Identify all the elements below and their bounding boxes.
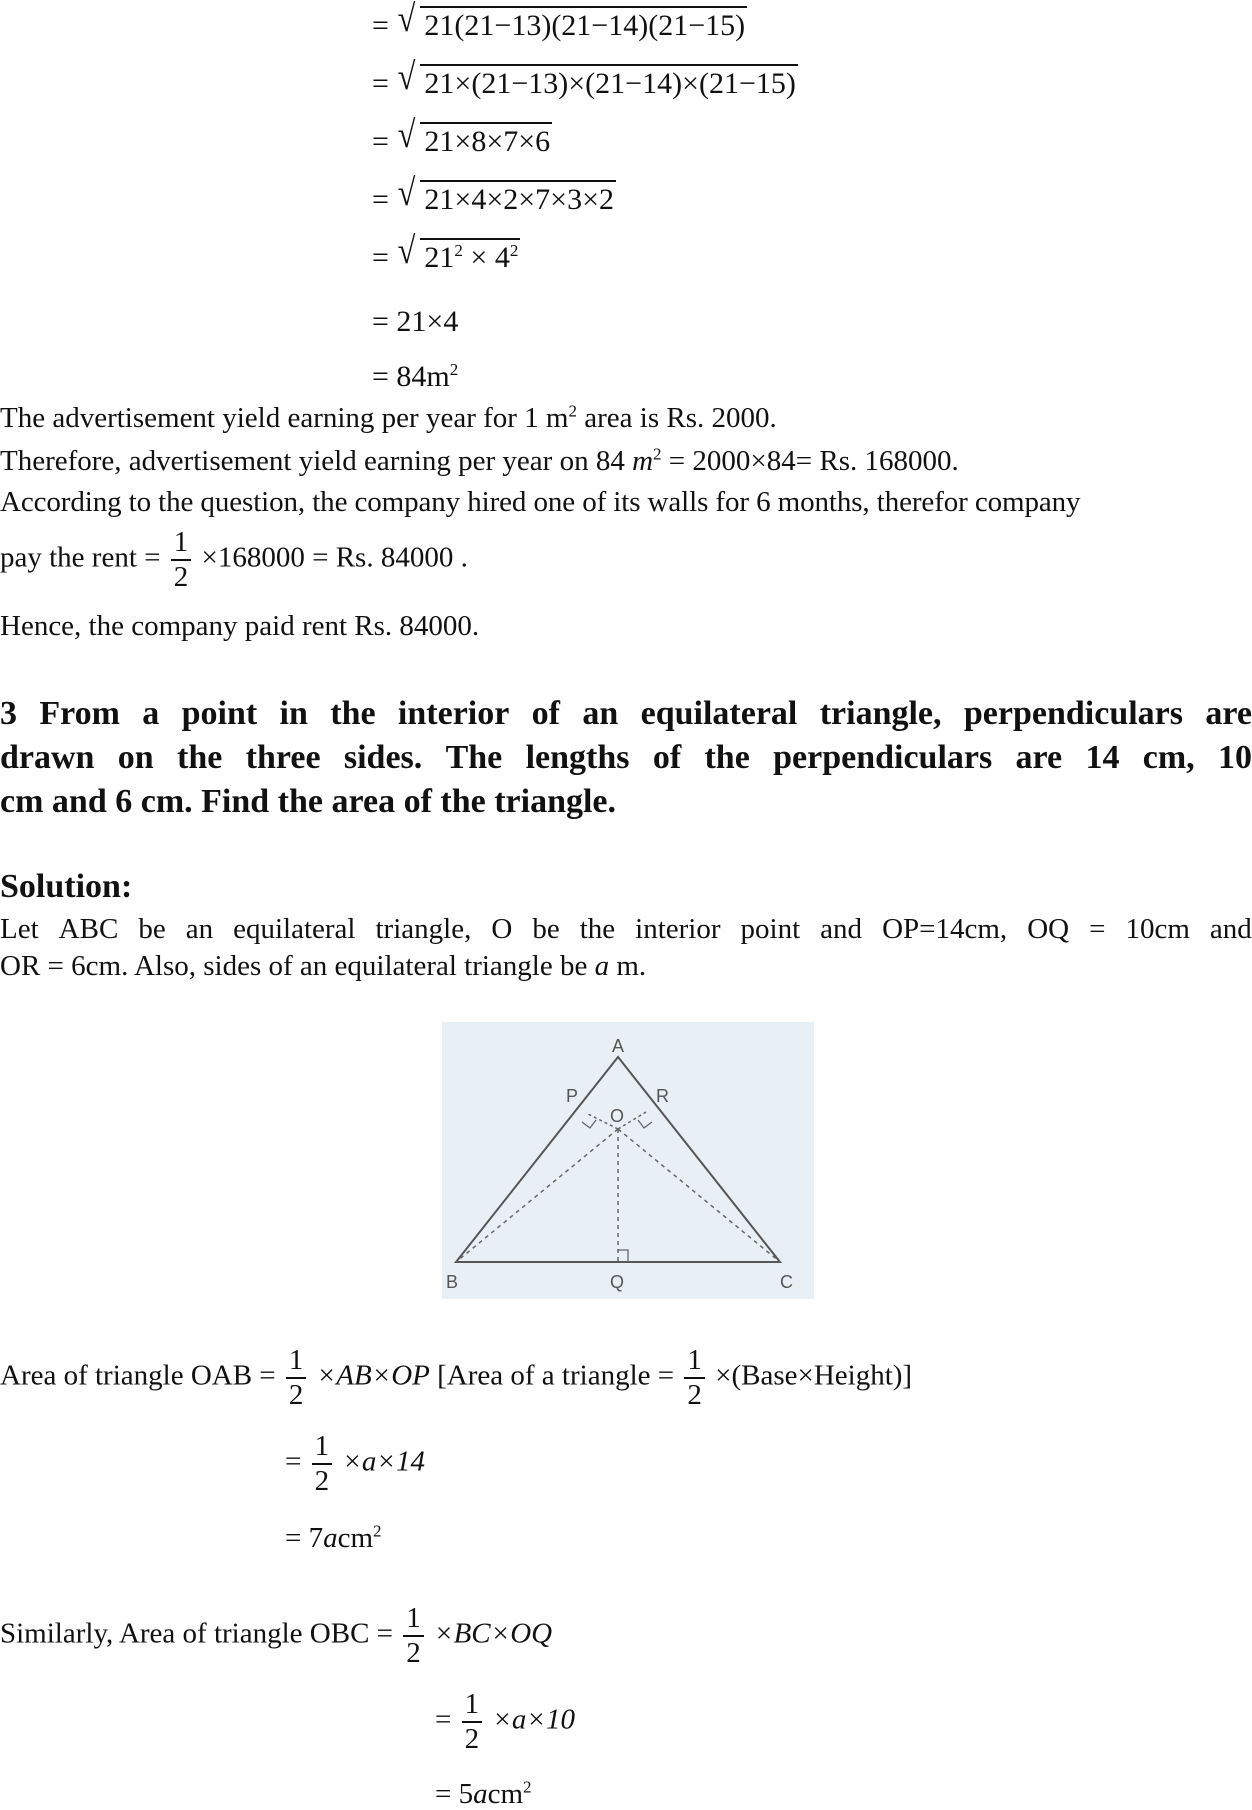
triangle-figure: [442, 1022, 814, 1299]
right-angle-r: [638, 1120, 652, 1128]
fraction-half: $\frac{1}{2}$: [403, 1604, 424, 1668]
word: triangle,: [819, 695, 942, 732]
earnings-line-1: The advertisement yield earning per year for 1 $m^2$ area is Rs. 2000.: [0, 401, 777, 434]
word: perpendiculars: [773, 739, 993, 776]
word: the: [330, 695, 376, 732]
earnings-line-2: Therefore, advertisement yield earning per year on 84 $m^2 = 2000\times 84= Rs$. 168000.: [0, 444, 959, 477]
word: interior: [397, 695, 510, 732]
word: triangle,: [375, 913, 472, 945]
area-obc-step-2: = 5acm$^2$: [435, 1777, 532, 1810]
word: are: [1205, 695, 1252, 732]
word: equilateral: [233, 913, 356, 945]
word: be: [532, 913, 560, 945]
question-line-2: [0, 736, 1252, 780]
calc-radicand-3: 21×8×7×6: [420, 122, 552, 157]
earnings-line-4: pay the rent = $\frac{1}{2}$ ×168000 = Rs. 84000 .: [0, 526, 468, 593]
word: From: [39, 695, 120, 732]
triangle-diagram: [442, 1022, 814, 1299]
word: interior: [635, 913, 721, 945]
fraction-half: $\frac{1}{2}$: [312, 1432, 333, 1496]
calc-line-1: = √ 21(21−13)(21−14)(21−15): [372, 6, 747, 41]
word: the: [704, 739, 750, 776]
label-r: R: [656, 1086, 669, 1106]
label-a: A: [612, 1036, 625, 1056]
label-p: P: [566, 1086, 579, 1106]
area-oab-line: Area of triangle OAB = $\frac{1}{2}$ ×AB×OP [Area of a triangle = $\frac{1}{2}$ ×(Base×Height)]: [0, 1344, 913, 1411]
right-angle-p: [582, 1120, 596, 1128]
calc-line-6: = 21×4: [372, 305, 459, 338]
word: the: [579, 913, 616, 945]
word: perpendiculars: [963, 695, 1183, 732]
word: the: [177, 739, 223, 776]
word: and: [1209, 913, 1252, 945]
label-b: B: [446, 1272, 459, 1292]
calc-radicand-2: 21×(21−13)×(21−14)×(21−15): [420, 64, 797, 99]
question-line-3: cm and 6 cm. Find the area of the triangle.: [0, 783, 617, 820]
word: The: [445, 739, 503, 776]
line-oc: [618, 1129, 780, 1262]
solution-heading: Solution:: [0, 868, 133, 905]
word: 10: [1217, 739, 1252, 776]
word: cm,: [1142, 739, 1195, 776]
line-ob: [456, 1129, 618, 1262]
word: Let: [0, 913, 39, 945]
area-oab-step-2: = 7acm$^2$: [285, 1521, 382, 1554]
word: on: [117, 739, 154, 776]
word: an: [185, 913, 214, 945]
word: =: [1089, 913, 1106, 945]
word: be: [138, 913, 166, 945]
word: 14: [1085, 739, 1120, 776]
word: equilateral: [640, 695, 798, 732]
word: and: [820, 913, 863, 945]
word: OP=14cm,: [882, 913, 1008, 945]
earnings-line-3: According to the question, the company hired one of its walls for 6 months, therefor company: [0, 486, 1081, 518]
fraction-half: $\frac{1}{2}$: [684, 1346, 705, 1410]
word: in: [279, 695, 308, 732]
label-o: O: [610, 1106, 625, 1126]
calc-line-5: = √ $21^2 \times 4^2$: [372, 238, 520, 273]
word: point: [740, 913, 801, 945]
word: lengths: [525, 739, 630, 776]
area-obc-step-1: = $\frac{1}{2}$ ×a×10: [435, 1688, 575, 1755]
word: point: [181, 695, 258, 732]
word: 10cm: [1125, 913, 1190, 945]
area-oab-step-1: = $\frac{1}{2}$ ×a×14: [285, 1430, 425, 1497]
question-line-1: [0, 692, 1252, 736]
calc-line-4: = √ 21×4×2×7×3×2: [372, 180, 616, 215]
fraction-half: $\frac{1}{2}$: [171, 528, 192, 592]
word: 3: [0, 695, 17, 732]
calc-radicand-5: $21^2 \times 4^2$: [420, 238, 520, 273]
calc-radicand-1: 21(21−13)(21−14)(21−15): [420, 6, 747, 41]
right-angle-q: [618, 1250, 628, 1262]
calc-line-7: = $84m^2$: [372, 360, 459, 393]
calc-radicand-4: 21×4×2×7×3×2: [420, 180, 616, 215]
word: a: [142, 695, 160, 732]
word: sides.: [343, 739, 423, 776]
triangle-abc: [456, 1057, 780, 1262]
earnings-line-5: Hence, the company paid rent Rs. 84000.: [0, 610, 480, 642]
word: OQ: [1027, 913, 1070, 945]
label-c: C: [780, 1272, 793, 1292]
fraction-half: $\frac{1}{2}$: [286, 1346, 307, 1410]
word: ABC: [58, 913, 119, 945]
word: of: [652, 739, 682, 776]
word: are: [1015, 739, 1063, 776]
solution-intro-1: [0, 913, 1252, 946]
fraction-half: $\frac{1}{2}$: [462, 1690, 483, 1754]
calc-line-3: = √ 21×8×7×6: [372, 122, 552, 157]
calc-line-2: = √ 21×(21−13)×(21−14)×(21−15): [372, 64, 798, 99]
label-q: Q: [610, 1272, 625, 1292]
word: three: [245, 739, 321, 776]
area-obc-line: Similarly, Area of triangle OBC = $\frac{1}{2}$ ×BC×OQ: [0, 1602, 553, 1669]
word: O: [491, 913, 513, 945]
word: drawn: [0, 739, 95, 776]
word: an: [582, 695, 619, 732]
solution-intro-2: OR = 6cm. Also, sides of an equilateral triangle be a m.: [0, 950, 647, 982]
word: of: [531, 695, 560, 732]
